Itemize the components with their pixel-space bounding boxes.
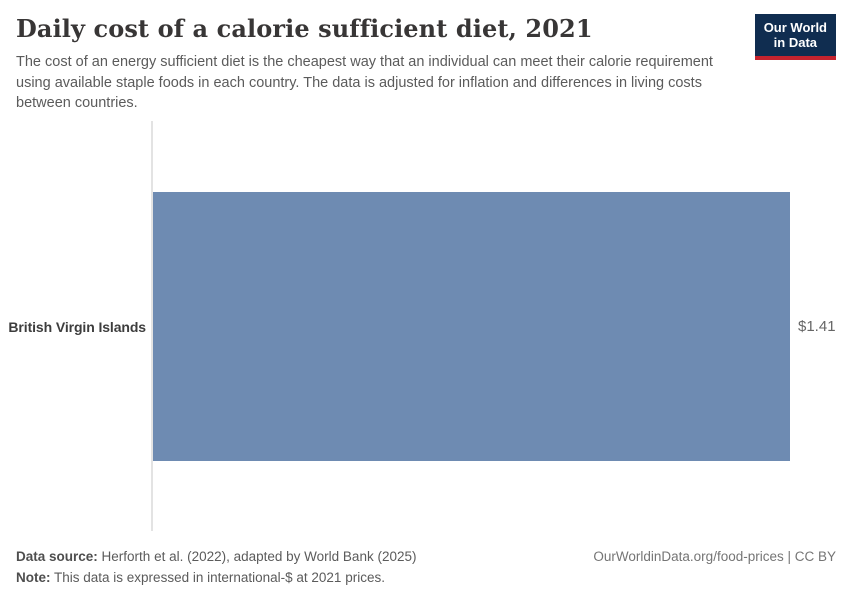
- category-label-british-virgin-islands: British Virgin Islands: [8, 318, 146, 335]
- chart-subtitle: The cost of an energy sufficient diet is the cheapest way that an individual can meet their calorie requirement using available staple foods in each country. The data is adjusted for inflation and differences in living costs between countries.: [16, 54, 713, 112]
- note-line: [16, 568, 836, 589]
- owid-url-link[interactable]: OurWorldinData.org/food-prices | CC BY: [593, 549, 836, 564]
- owid-logo[interactable]: [755, 14, 836, 60]
- note-label: Note:: [16, 569, 51, 585]
- data-source-text: Herforth et al. (2022), adapted by World Bank (2025): [101, 549, 417, 564]
- owid-logo-text-line1: Our World: [763, 20, 827, 35]
- note-text: This data is expressed in international-$ at 2021 prices.: [54, 569, 385, 585]
- bar-chart: [0, 120, 850, 532]
- chart-footer: [16, 547, 836, 589]
- value-label: $1.41: [798, 318, 836, 335]
- chart-header: [16, 14, 836, 114]
- page-title: Daily cost of a calorie sufficient diet, 2021: [16, 14, 593, 43]
- owid-logo-text-line2: in Data: [773, 35, 818, 51]
- bar-british-virgin-islands[interactable]: [153, 192, 790, 461]
- data-source-label: Data source:: [16, 549, 98, 564]
